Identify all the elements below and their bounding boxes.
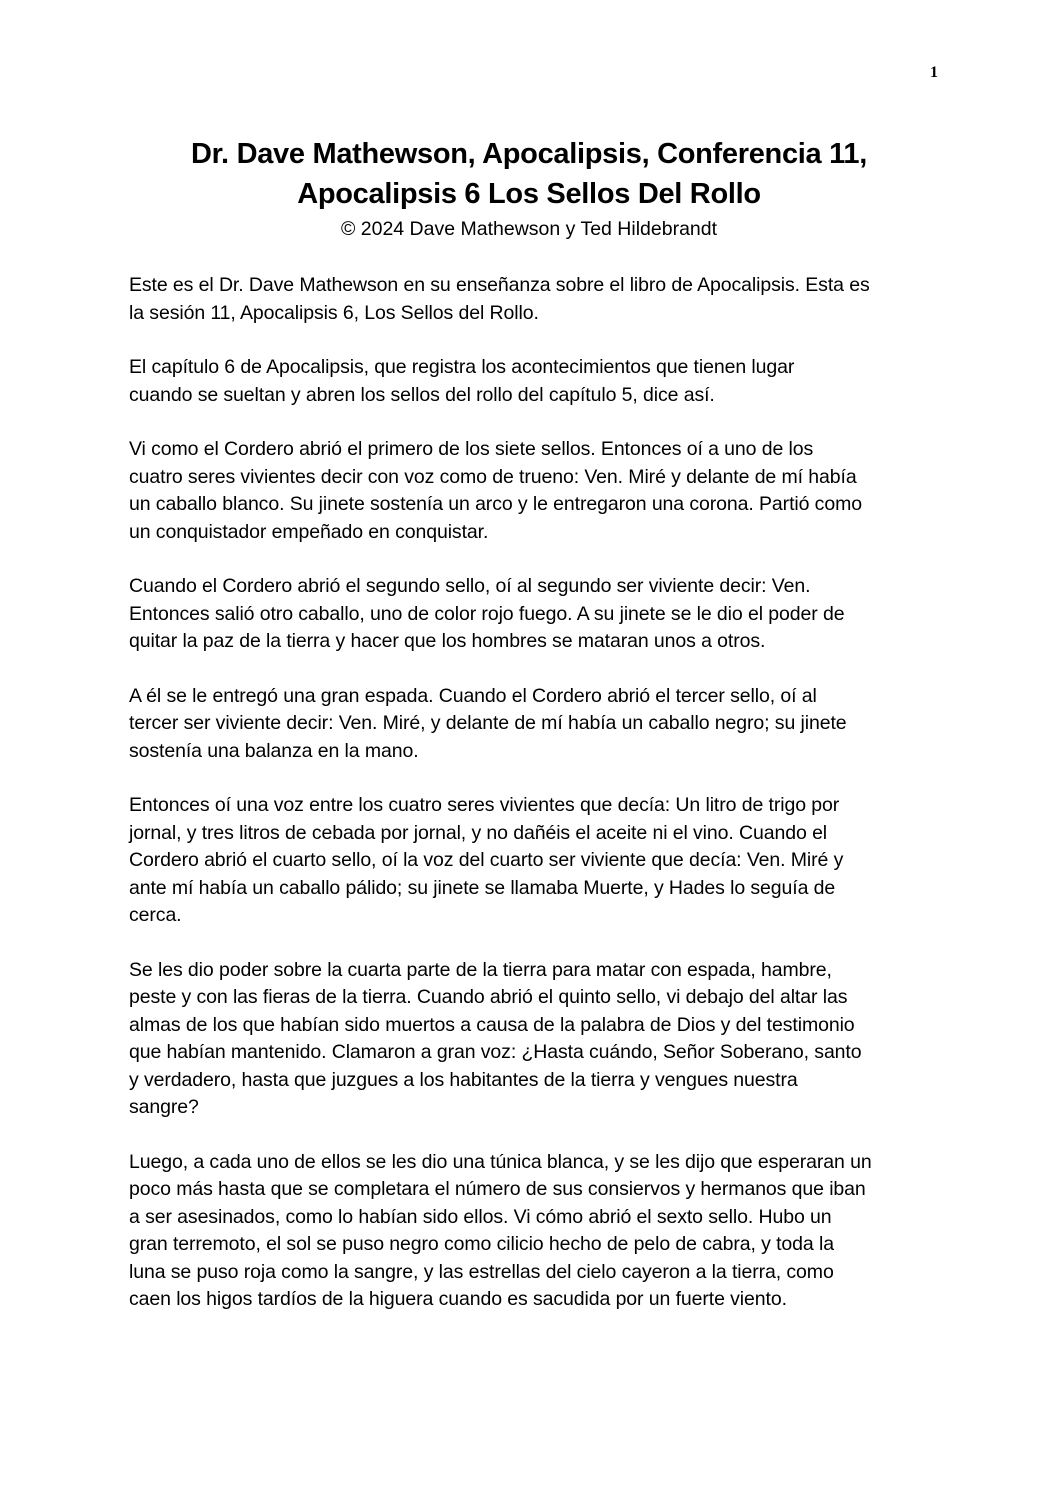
paragraph <box>129 792 949 930</box>
paragraph <box>129 354 949 409</box>
page-number: 1 <box>930 64 938 81</box>
paragraph <box>129 683 949 766</box>
paragraph-line: Este es el Dr. Dave Mathewson en su enseñanza sobre el libro de Apocalipsis. Esta es <box>129 274 870 296</box>
title-block <box>110 134 948 244</box>
paragraph-line: sostenía una balanza en la mano. <box>129 739 419 762</box>
paragraph <box>129 1149 949 1314</box>
paragraph-line: peste y con las fieras de la tierra. Cuando abrió el quinto sello, vi debajo del altar las <box>129 986 848 1008</box>
paragraph-line: la sesión 11, Apocalipsis 6, Los Sellos del Rollo. <box>129 301 539 324</box>
paragraph-line: a ser asesinados, como lo habían sido ellos. Vi cómo abrió el sexto sello. Hubo un <box>129 1205 832 1228</box>
body-text <box>129 272 949 1341</box>
paragraph-line: Cuando el Cordero abrió el segundo sello, oí al segundo ser viviente decir: Ven. <box>129 575 811 597</box>
paragraph <box>129 957 949 1122</box>
paragraph-line: jornal, y tres litros de cebada por jornal, y no dañéis el aceite ni el vino. Cuando el <box>129 821 828 844</box>
paragraph-line: Se les dio poder sobre la cuarta parte de la tierra para matar con espada, hambre, <box>129 958 832 981</box>
paragraph-line: poco más hasta que se completara el número de sus consiervos y hermanos que iban <box>129 1178 866 1200</box>
paragraph-line: cuando se sueltan y abren los sellos del rollo del capítulo 5, dice así. <box>129 383 715 406</box>
paragraph-line: un caballo blanco. Su jinete sostenía un arco y le entregaron una corona. Partió como <box>129 493 862 515</box>
paragraph-line: y verdadero, hasta que juzgues a los habitantes de la tierra y vengues nuestra <box>129 1068 798 1091</box>
document-title-line-2: Apocalipsis 6 Los Sellos Del Rollo <box>297 178 761 210</box>
paragraph-line: gran terremoto, el sol se puso negro como cilicio hecho de pelo de cabra, y toda la <box>129 1233 834 1255</box>
paragraph-line: ante mí había un caballo pálido; su jinete se llamaba Muerte, y Hades lo seguía de <box>129 876 836 899</box>
paragraph-line: un conquistador empeñado en conquistar. <box>129 520 489 543</box>
paragraph-line: tercer ser viviente decir: Ven. Miré, y delante de mí había un caballo negro; su jinete <box>129 712 847 734</box>
paragraph-line: Luego, a cada uno de ellos se les dio una túnica blanca, y se les dijo que esperaran un <box>129 1150 872 1173</box>
paragraph-line: cuatro seres vivientes decir con voz como de trueno: Ven. Miré y delante de mí había <box>129 465 857 488</box>
paragraph-line: caen los higos tardíos de la higuera cuando es sacudida por un fuerte viento. <box>129 1288 787 1310</box>
paragraph-line: A él se le entregó una gran espada. Cuando el Cordero abrió el tercer sello, oí al <box>129 684 817 707</box>
paragraph <box>129 573 949 656</box>
paragraph-line: cerca. <box>129 904 182 926</box>
paragraph-line: que habían mantenido. Clamaron a gran voz: ¿Hasta cuándo, Señor Soberano, santo <box>129 1041 862 1063</box>
paragraph-line: sangre? <box>129 1096 199 1118</box>
paragraph-line: almas de los que habían sido muertos a causa de la palabra de Dios y del testimonio <box>129 1013 855 1036</box>
paragraph-line: Entonces salió otro caballo, uno de color rojo fuego. A su jinete se le dio el poder de <box>129 602 845 625</box>
paragraph-line: Cordero abrió el cuarto sello, oí la voz del cuarto ser viviente que decía: Ven. Miré y <box>129 849 844 871</box>
paragraph-line: El capítulo 6 de Apocalipsis, que registra los acontecimientos que tienen lugar <box>129 356 795 378</box>
copyright-notice: © 2024 Dave Mathewson y Ted Hildebrandt <box>340 218 718 240</box>
paragraph-line: Entonces oí una voz entre los cuatro seres vivientes que decía: Un litro de trigo por <box>129 794 840 816</box>
paragraph <box>129 272 949 327</box>
paragraph-line: quitar la paz de la tierra y hacer que los hombres se mataran unos a otros. <box>129 630 766 652</box>
paragraph-line: luna se puso roja como la sangre, y las estrellas del cielo cayeron a la tierra, como <box>129 1260 834 1283</box>
paragraph <box>129 436 949 546</box>
document-title-line-1: Dr. Dave Mathewson, Apocalipsis, Conferencia 11, <box>191 138 867 170</box>
paragraph-line: Vi como el Cordero abrió el primero de los siete sellos. Entonces oí a uno de los <box>129 438 814 460</box>
